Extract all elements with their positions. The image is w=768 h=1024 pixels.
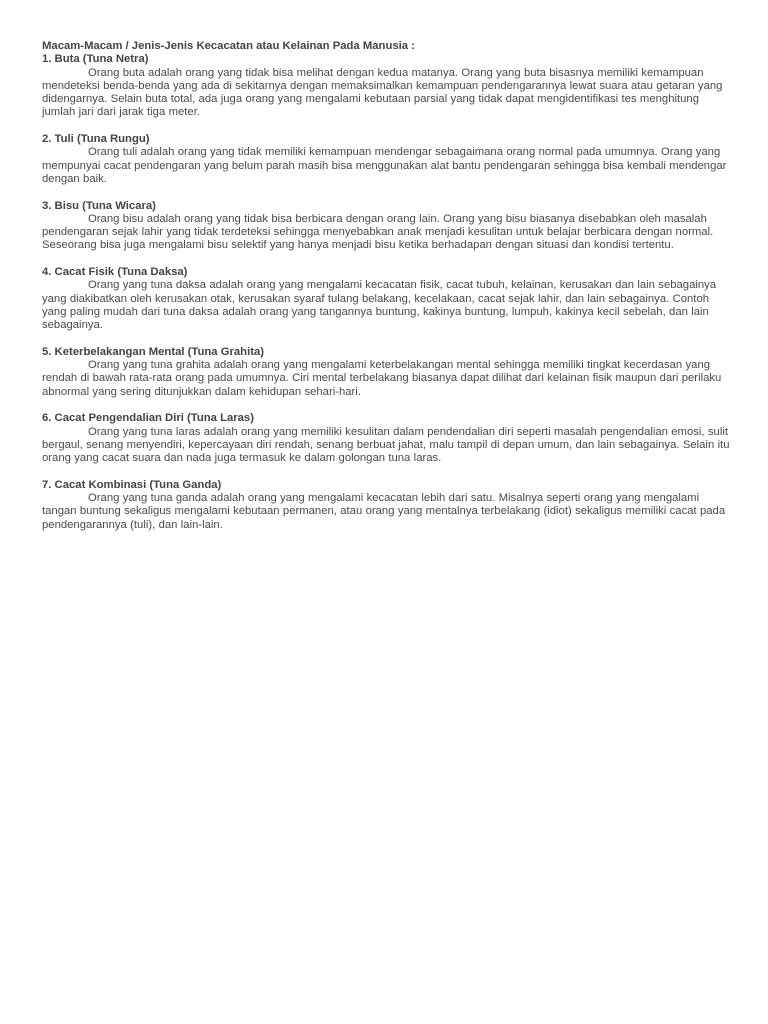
section-heading: 5. Keterbelakangan Mental (Tuna Grahita): [42, 345, 265, 358]
section-heading: 4. Cacat Fisik (Tuna Daksa): [42, 266, 188, 279]
section-heading: 6. Cacat Pengendalian Diri (Tuna Laras): [42, 412, 254, 425]
section-tuna-daksa: [42, 266, 732, 332]
section-body: Orang yang tuna ganda adalah orang yang mengalami kecacatan lebih dari satu. Misalnya seperti orang yang mengalami tangan buntung sekaligus mengalami kebutaan permanen, atau orang yang mentalnya terbelakang (idiot) sekaligus memiliki cacat pada pendengarannya (tuli), dan lain-lain.: [42, 492, 726, 531]
section-heading: 7. Cacat Kombinasi (Tuna Ganda): [42, 478, 222, 491]
section-tuna-netra: [42, 53, 732, 119]
section-body: Orang tuli adalah orang yang tidak memiliki kemampuan mendengar sebagaimana orang normal pada umumnya. Orang yang mempunyai cacat pendengaran yang belum parah masih bisa menggunakan alat bantu pendengaran sehingga bisa kembali mendengar dengan baik.: [42, 146, 727, 185]
section-heading: 1. Buta (Tuna Netra): [42, 53, 149, 66]
section-body: Orang yang tuna laras adalah orang yang memiliki kesulitan dalam pendendalian diri seperti masalah pengendalian emosi, sulit bergaul, senang menyendiri, kepercayaan diri rendah, senang berbuat jahat, malu tampil di depan umum, dan lain sebagainya. Selain itu orang yang cacat suara dan nada juga termasuk ke dalam golongan tuna laras.: [42, 425, 730, 465]
section-heading: 2. Tuli (Tuna Rungu): [42, 133, 150, 146]
section-tuna-laras: [42, 412, 732, 465]
section-body: Orang yang tuna daksa adalah orang yang mengalami kecacatan fisik, cacat tubuh, kelainan, kerusakan dan lain sebagainya yang diakibatkan oleh kerusakan otak, kerusakan syaraf tulang belakang, kecelakaan, cacat sejak lahir, dan lain sebagainya. Contoh yang paling mudah dari tuna daksa adalah orang yang tangannya buntung, kakinya buntung, lumpuh, kakinya kecil sebelah, dan lain sebagainya.: [42, 279, 717, 332]
section-tuna-rungu: [42, 133, 732, 186]
section-body: Orang yang tuna grahita adalah orang yang mengalami keterbelakangan mental sehingga memiliki tingkat kecerdasan yang rendah di bawah rata-rata orang pada umumnya. Ciri mental terbelakang biasanya dapat dilihat dari kelainan fisik maupun dari perilaku abnormal yang sering ditunjukkan dalam kehidupan sehari-hari.: [42, 359, 722, 398]
document-title: Macam-Macam / Jenis-Jenis Kecacatan atau Kelainan Pada Manusia :: [42, 40, 415, 52]
section-body: Orang bisu adalah orang yang tidak bisa berbicara dengan orang lain. Orang yang bisu biasanya disebabkan oleh masalah pendengaran sejak lahir yang tidak terdeteksi sehingga menyebabkan anak menjadi kesulitan untuk belajar berbicara dengan normal. Seseorang bisa juga mengalami bisu selektif yang hanya menjadi bisu ketika berhadapan dengan situasi dan kondisi tertentu.: [42, 212, 714, 252]
section-tuna-grahita: [42, 346, 732, 399]
section-heading: 3. Bisu (Tuna Wicara): [42, 199, 156, 212]
section-tuna-wicara: [42, 200, 732, 253]
section-tuna-ganda: [42, 479, 732, 532]
section-body: Orang buta adalah orang yang tidak bisa melihat dengan kedua matanya. Orang yang buta bisasnya memiliki kemampuan mendeteksi benda-benda yang ada di sekitarnya dengan memaksimalkan kemampuan pendengarannya lewat suara atau getaran yang didengarnya. Selain buta total, ada juga orang yang mengalami kebutaan parsial yang tidak dapat mengidentifikasi tes menghitung jumlah jari dari jarak tiga meter.: [42, 66, 723, 119]
